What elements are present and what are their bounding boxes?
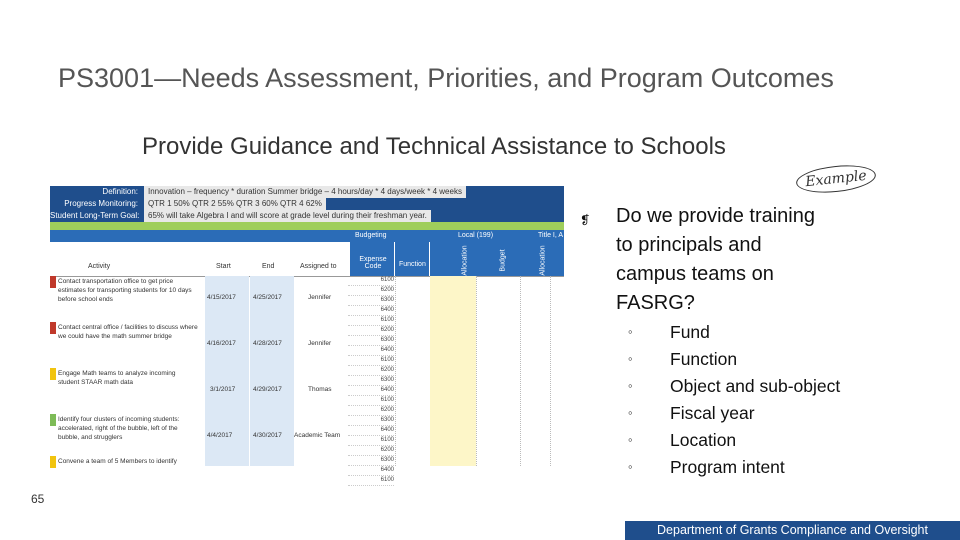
list-item	[628, 347, 868, 371]
expense-code-cell: 6200	[348, 286, 394, 296]
circle-bullet-icon: ◦	[628, 459, 633, 474]
row-end: 4/28/2017	[253, 340, 282, 347]
header-function-cell	[395, 242, 429, 276]
slide-subtitle: Provide Guidance and Technical Assistance to Schools	[142, 133, 726, 160]
header-activity: Activity	[88, 263, 111, 270]
row-assigned: Thomas	[308, 386, 332, 393]
definition-key: Definition:	[102, 187, 138, 196]
sub-bullet-list	[628, 320, 868, 482]
list-item	[628, 320, 868, 344]
row-activity: Contact central office / facilities to discuss where we could have the math summer bridge	[58, 324, 198, 340]
header-fund-columns	[430, 242, 564, 276]
expense-code-cell: 6100	[348, 356, 394, 366]
row-activity: Identify four clusters of incoming students: accelerated, right of the bubble, left of the bubble, and strugglers	[58, 416, 180, 441]
grid-line	[520, 276, 521, 466]
list-item-text: Location	[670, 430, 737, 450]
row-activity: Contact transportation office to get price estimates for transporting students for 10 days before school ends	[58, 278, 192, 303]
header-start: Start	[216, 263, 231, 270]
progress-value: QTR 1 50% QTR 2 55% QTR 3 60% QTR 4 62%	[144, 198, 326, 210]
row-end: 4/25/2017	[253, 294, 282, 301]
row-end: 4/30/2017	[253, 432, 282, 439]
footer-bar: Department of Grants Compliance and Oversight	[625, 521, 960, 540]
grid-line	[395, 276, 396, 466]
circle-bullet-icon: ◦	[628, 378, 633, 393]
row-assigned: Jennifer	[308, 294, 332, 301]
header-expense-code: Expense Code	[359, 256, 387, 270]
row-start: 3/1/2017	[210, 386, 236, 393]
expense-code-cell: 6400	[348, 386, 394, 396]
row-assigned: Academic Team	[294, 432, 341, 439]
header-function: Function	[399, 261, 426, 268]
row-start: 4/4/2017	[207, 432, 233, 439]
header-expense-code-cell	[350, 242, 394, 276]
expense-code-cell: 6200	[348, 366, 394, 376]
row-assigned: Jennifer	[308, 340, 332, 347]
expense-code-cell: 6400	[348, 306, 394, 316]
header-allocation-2: Allocation	[539, 245, 547, 276]
row-status-marker	[50, 276, 56, 288]
goal-key: Student Long-Term Goal:	[50, 211, 140, 220]
list-item	[628, 455, 868, 479]
grid-line	[550, 276, 551, 466]
row-status-marker	[50, 368, 56, 380]
sheet-header-row	[50, 242, 564, 277]
expense-code-cell: 6200	[348, 326, 394, 336]
example-badge: Example	[795, 162, 877, 196]
list-item-text: Fund	[670, 322, 710, 342]
expense-code-cell: 6300	[348, 296, 394, 306]
row-activity: Convene a team of 5 Members to identify	[58, 458, 177, 465]
expense-code-cell: 6300	[348, 376, 394, 386]
progress-key: Progress Monitoring:	[64, 199, 138, 208]
expense-code-cell: 6400	[348, 466, 394, 476]
expense-code-cell: 6200	[348, 446, 394, 456]
sheet-goal-row	[50, 210, 431, 222]
expense-code-cell: 6200	[348, 406, 394, 416]
sheet-banner	[50, 186, 564, 222]
row-activity: Engage Math teams to analyze incoming student STAAR math data	[58, 370, 176, 386]
fund-title-label: Title I, A	[538, 232, 564, 239]
list-item-text: Object and sub-object	[670, 376, 841, 396]
list-item-text: Fiscal year	[670, 403, 755, 423]
circle-bullet-icon: ◦	[628, 351, 633, 366]
header-budget: Budget	[499, 249, 507, 272]
main-bullet	[580, 202, 830, 318]
expense-code-cell: 6100	[348, 436, 394, 446]
page-number: 65	[31, 492, 45, 506]
header-assigned: Assigned to	[300, 263, 337, 270]
row-status-marker	[50, 414, 56, 426]
budgeting-label: Budgeting	[355, 232, 387, 239]
sheet-green-bar	[50, 222, 564, 230]
expense-code-cell: 6400	[348, 426, 394, 436]
row-status-marker	[50, 456, 56, 468]
expense-code-cell: 6100	[348, 276, 394, 286]
expense-code-cell: 6100	[348, 476, 394, 486]
list-item	[628, 374, 868, 398]
row-start: 4/15/2017	[207, 294, 236, 301]
function-band	[430, 276, 476, 466]
fund-local-label: Local (199)	[458, 232, 494, 239]
expense-code-column	[348, 276, 394, 486]
list-item	[628, 401, 868, 425]
expense-code-cell: 6300	[348, 336, 394, 346]
main-bullet-text: Do we provide training to principals and campus teams on FASRG?	[616, 205, 815, 314]
row-end: 4/29/2017	[253, 386, 282, 393]
slide-title: PS3001—Needs Assessment, Priorities, and Program Outcomes	[58, 63, 834, 93]
header-allocation: Allocation	[461, 245, 469, 276]
expense-code-cell: 6300	[348, 456, 394, 466]
goal-value: 65% will take Algebra I and will score at grade level during their freshman year.	[144, 210, 431, 222]
list-item-text: Program intent	[670, 457, 785, 477]
header-end: End	[262, 263, 275, 270]
bullet-marker-icon: ❡	[580, 213, 591, 227]
expense-code-cell: 6300	[348, 416, 394, 426]
sheet-definition-row	[50, 186, 466, 198]
definition-value: Innovation – frequency * duration Summer bridge – 4 hours/day * 4 days/week * 4 weeks	[144, 186, 466, 198]
sheet-budgeting-row	[50, 230, 564, 242]
list-item-text: Function	[670, 349, 738, 369]
sheet-progress-row	[50, 198, 326, 210]
circle-bullet-icon: ◦	[628, 405, 633, 420]
circle-bullet-icon: ◦	[628, 432, 633, 447]
row-status-marker	[50, 322, 56, 334]
circle-bullet-icon: ◦	[628, 324, 633, 339]
expense-code-cell: 6100	[348, 396, 394, 406]
list-item	[628, 428, 868, 452]
grid-line	[476, 276, 477, 466]
expense-code-cell: 6400	[348, 346, 394, 356]
budget-spreadsheet-image	[50, 186, 564, 483]
row-start: 4/16/2017	[207, 340, 236, 347]
expense-code-cell: 6100	[348, 316, 394, 326]
